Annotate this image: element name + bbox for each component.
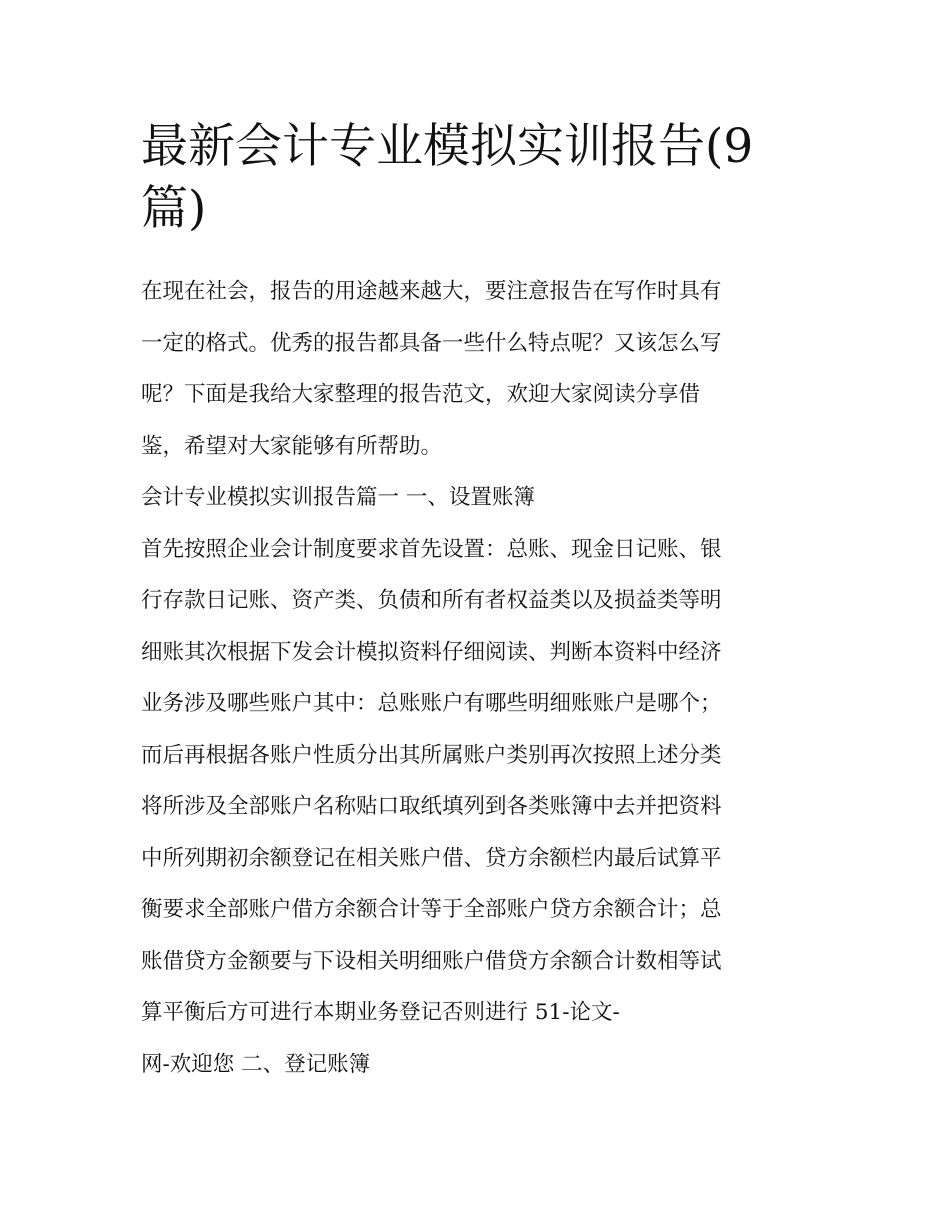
body-line: 中所列期初余额登记在相关账户借、贷方余额栏内最后试算平 <box>141 845 722 871</box>
intro-line: 在现在社会，报告的用途越来越大，要注意报告在写作时具有 <box>141 279 722 304</box>
title-line-2: 篇) <box>141 181 207 236</box>
body-line: 而后再根据各账户性质分出其所属账户类别再次按照上述分类 <box>141 742 722 768</box>
section-heading: 会计专业模拟实训报告篇一 一、设置账簿 <box>141 485 535 510</box>
document-content <box>141 116 813 1090</box>
body-line: 将所涉及全部账户名称贴口取纸填列到各类账簿中去并把资料 <box>141 794 722 819</box>
intro-line: 呢？下面是我给大家整理的报告范文，欢迎大家阅读分享借 <box>141 382 701 407</box>
title-line-1: 最新会计专业模拟实训报告(9 <box>141 119 754 174</box>
body-line: 算平衡后方可进行本期业务登记否则进行 51-论文- <box>141 1000 620 1025</box>
body-line: 账借贷方金额要与下设相关明细账户借贷方余额合计数相等试 <box>141 948 722 974</box>
body-line: 细账其次根据下发会计模拟资料仔细阅读、判断本资料中经济 <box>141 639 722 665</box>
body-line: 业务涉及哪些账户其中：总账账户有哪些明细账账户是哪个； <box>141 691 722 716</box>
body-line: 行存款日记账、资产类、负债和所有者权益类以及损益类等明 <box>141 588 722 613</box>
body-paragraph <box>141 524 813 1039</box>
intro-line: 鉴，希望对大家能够有所帮助。 <box>141 433 443 459</box>
body-line: 衡要求全部账户借方余额合计等于全部账户贷方余额合计；总 <box>141 897 722 922</box>
closing-line: 网-欢迎您 二、登记账簿 <box>141 1051 371 1077</box>
intro-paragraph <box>141 266 813 472</box>
intro-line: 一定的格式。优秀的报告都具备一些什么特点呢？又该怎么写 <box>141 330 722 356</box>
document-title <box>141 116 813 240</box>
body-line: 首先按照企业会计制度要求首先设置：总账、现金日记账、银 <box>141 536 722 562</box>
